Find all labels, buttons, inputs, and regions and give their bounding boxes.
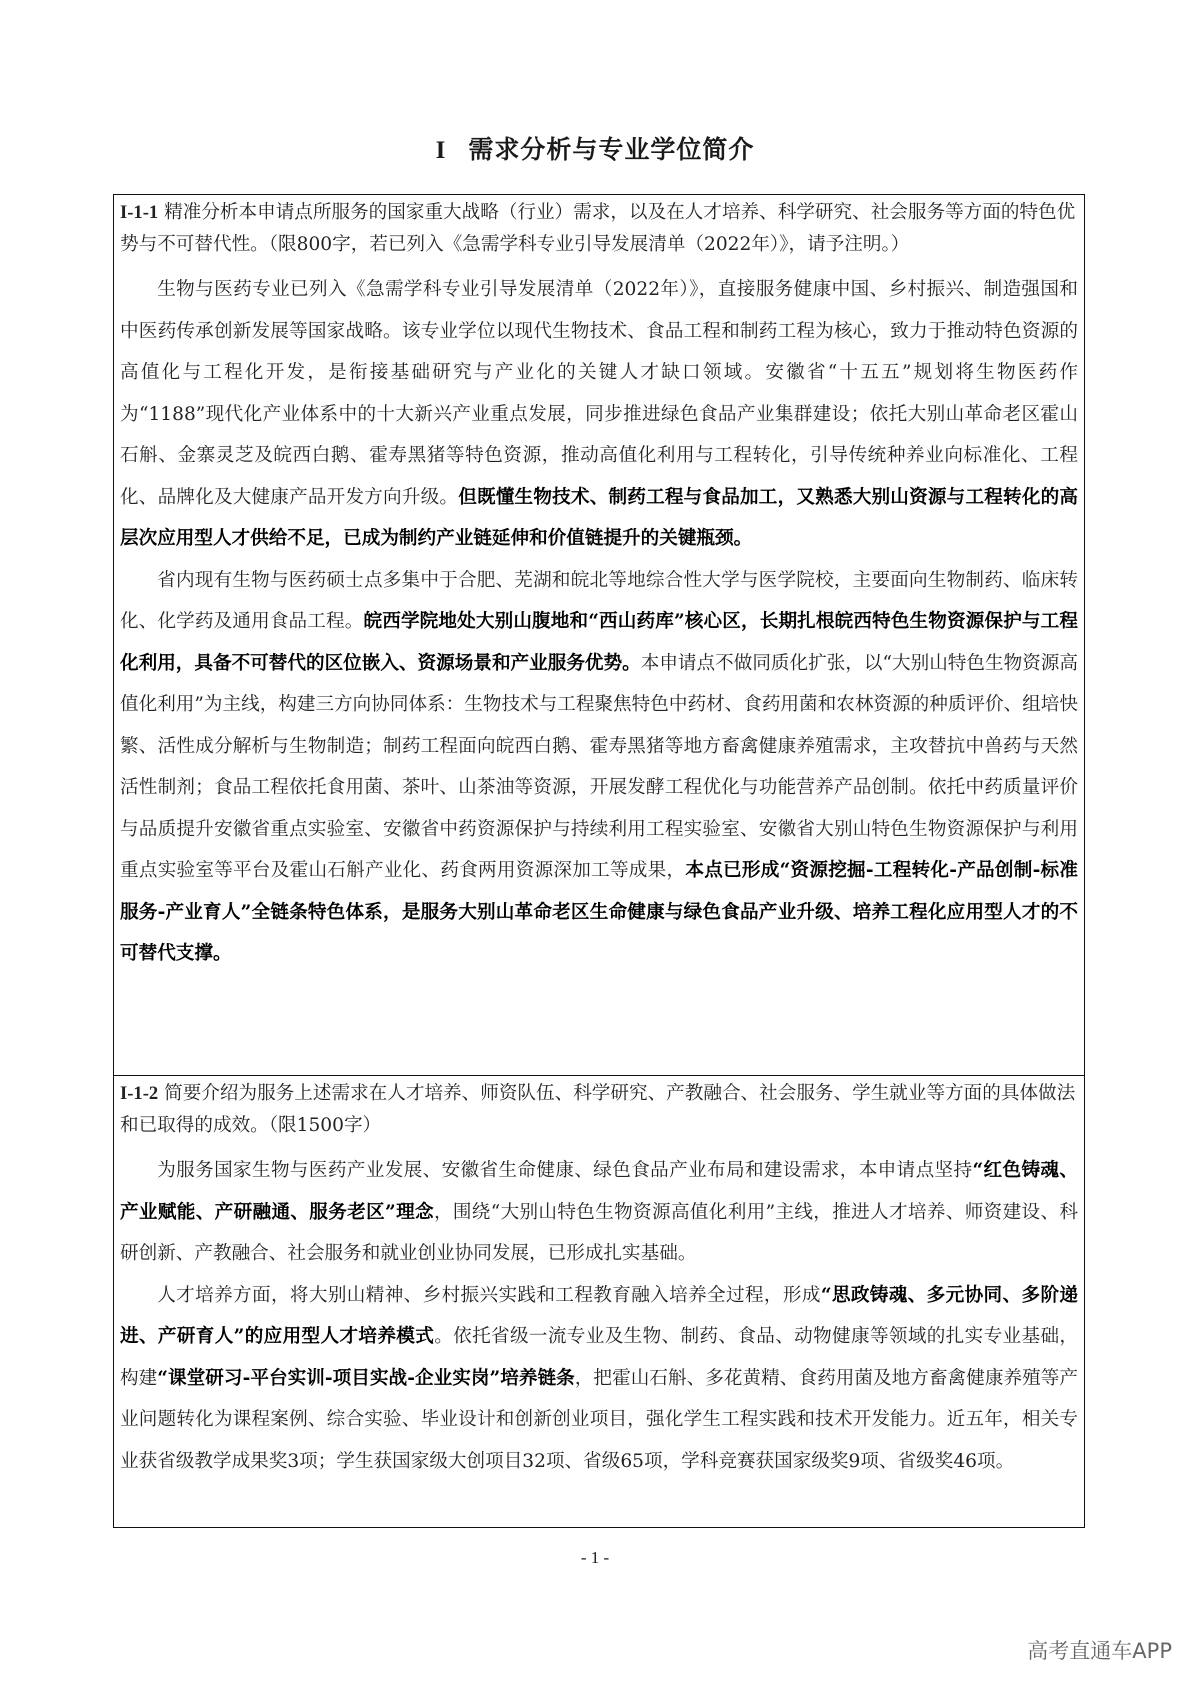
- section-i-1-2: [114, 1076, 1084, 1526]
- watermark: 高考直通车APP: [1027, 1639, 1172, 1663]
- text-run: 为服务国家生物与医药产业发展、安徽省生命健康、绿色食品产业布局和建设需求，本申请点坚持: [157, 1160, 973, 1181]
- bold-text-run: 本点已形成“资源挖掘-工程转化-产品创制-标准服务-产业育人”全链条特色体系，是服务大别山革命老区生命健康与绿色食品产业升级、培养工程化应用型人才的不可替代支撑。: [120, 860, 1078, 964]
- section-code: I-1-2: [120, 1083, 159, 1104]
- section-prompt: [120, 1078, 1078, 1142]
- page-number: - 1 -: [580, 1548, 610, 1567]
- bold-text-run: “课堂研习-平台实训-项目实战-企业实岗”培养链条: [157, 1367, 575, 1389]
- title-text: 需求分析与专业学位简介: [468, 135, 755, 164]
- paragraph: [120, 560, 1078, 975]
- paragraph: [120, 1275, 1078, 1483]
- section-i-1-1: [114, 195, 1084, 1076]
- prompt-text: 简要介绍为服务上述需求在人才培养、师资队伍、科学研究、产教融合、社会服务、学生就业等方面的具体做法和已取得的成效。（限1500字）: [120, 1083, 1076, 1136]
- section-prompt: [120, 197, 1078, 261]
- paragraph: [120, 1150, 1078, 1275]
- title-number: I: [435, 137, 447, 164]
- bold-text-run: “红色铸魂、产业赋能、产研融通、服务老区”理念: [120, 1160, 1078, 1223]
- paragraph: [120, 269, 1078, 560]
- bold-text-run: 皖西学院地处大别山腹地和“西山药库”核心区，长期扎根皖西特色生物资源保护与工程化利用，具备不可替代的区位嵌入、资源场景和产业服务优势。: [120, 611, 1078, 674]
- bold-text-run: “思政铸魂、多元协同、多阶递进、产研育人”的应用型人才培养模式: [120, 1284, 1078, 1347]
- content-table: [113, 194, 1085, 1528]
- text-run: 。依托省级一流专业及生物、制药、食品、动物健康等领域的扎实专业基础，构建: [120, 1326, 1078, 1389]
- text-run: 生物与医药专业已列入《急需学科专业引导发展清单（2022年）》，直接服务健康中国、乡村振兴、制造强国和中医药传承创新发展等国家战略。该专业学位以现代生物技术、食品工程和制药工程为核心，致力于推动特色资源的高值化与工程化开发，是衔接基础研究与产业化的关键人才缺口领域。安徽省“十五五”规划将生物医药作为“1188”现代化产业体系中的十大新兴产业重点发展，同步推进绿色食品产业集群建设；依托大别山革命老区霍山石斛、金寨灵芝及皖西白鹅、霍寿黑猪等特色资源，推动高值化利用与工程转化，引导传统种养业向标准化、工程化、品牌化及大健康产品开发方向升级。: [120, 279, 1078, 508]
- section-code: I-1-1: [120, 202, 159, 223]
- text-run: 省内现有生物与医药硕士点多集中于合肥、芜湖和皖北等地综合性大学与医学院校，主要面向生物制药、临床转化、化学药及通用食品工程。: [120, 569, 1078, 632]
- text-run: 本申请点不做同质化扩张，以“大别山特色生物资源高值化利用”为主线，构建三方向协同体系：生物技术与工程聚焦特色中药材、食药用菌和农林资源的种质评价、组培快繁、活性成分解析与生物制造；制药工程面向皖西白鹅、霍寿黑猪等地方畜禽健康养殖需求，主攻替抗中兽药与天然活性制剂；食品工程依托食用菌、茶叶、山茶油等资源，开展发酵工程优化与功能营养产品创制。依托中药质量评价与品质提升安徽省重点实验室、安徽省中药资源保护与持续利用工程实验室、安徽省大别山特色生物资源保护与利用重点实验室等平台及霍山石斛产业化、药食两用资源深加工等成果，: [120, 652, 1078, 881]
- text-run: ，把霍山石斛、多花黄精、食药用菌及地方畜禽健康养殖等产业问题转化为课程案例、综合实验、毕业设计和创新创业项目，强化学生工程实践和技术开发能力。近五年，相关专业获省级教学成果奖3项；学生获国家级大创项目32项、省级65项，学科竞赛获国家级奖9项、省级奖46项。: [120, 1367, 1078, 1472]
- text-run: 人才培养方面，将大别山精神、乡村振兴实践和工程教育融入培养全过程，形成: [157, 1284, 821, 1306]
- bold-text-run: 但既懂生物技术、制药工程与食品加工，又熟悉大别山资源与工程转化的高层次应用型人才供给不足，已成为制约产业链延伸和价值链提升的关键瓶颈。: [120, 486, 1078, 549]
- text-run: ，围绕“大别山特色生物资源高值化利用”主线，推进人才培养、师资建设、科研创新、产教融合、社会服务和就业创业协同发展，已形成扎实基础。: [120, 1201, 1079, 1264]
- prompt-text: 精准分析本申请点所服务的国家重大战略（行业）需求，以及在人才培养、科学研究、社会服务等方面的特色优势与不可替代性。（限800字，若已列入《急需学科专业引导发展清单（2022年）》，请予注明。）: [120, 202, 1076, 255]
- page-title: [0, 130, 1190, 166]
